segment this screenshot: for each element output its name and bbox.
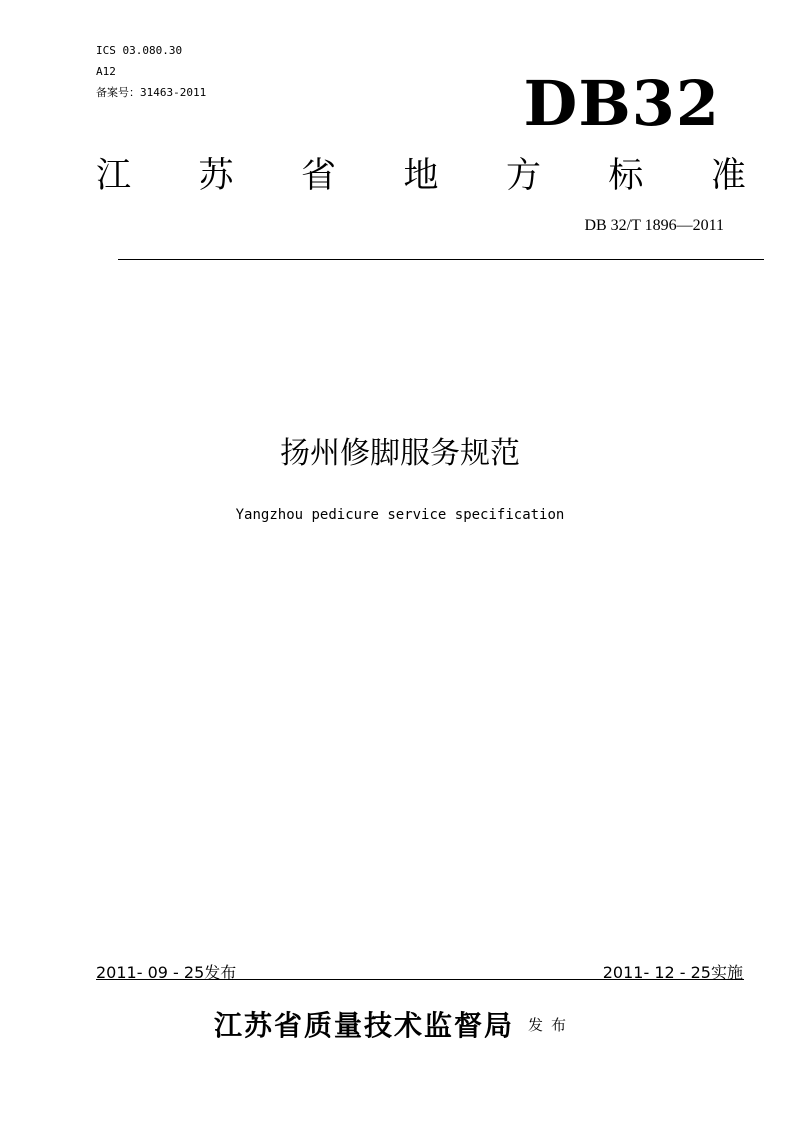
standard-type-char: 江: [96, 156, 132, 196]
implementation-date-value: 2011- 12 - 25: [602, 963, 711, 982]
standard-type-char: 省: [300, 156, 336, 196]
ccs-code: A12: [96, 65, 116, 78]
standard-type-char: 方: [505, 156, 541, 196]
document-title-english: Yangzhou pedicure service specification: [235, 507, 565, 523]
release-date-label: 发布: [204, 963, 237, 982]
implementation-date-label: 实施: [710, 963, 743, 982]
standard-type-heading: [96, 152, 746, 200]
standard-number: DB 32/T 1896—2011: [584, 217, 724, 234]
standard-code: DB32: [523, 67, 720, 140]
issuer-name: 江苏省质量技术监督局: [214, 1009, 515, 1042]
standard-type-char: 地: [403, 156, 439, 196]
issuer-line: [214, 1004, 574, 1044]
release-date-value: 2011- 09 - 25: [96, 963, 205, 982]
standard-type-char: 苏: [198, 156, 234, 196]
standard-type-char: 标: [608, 156, 644, 196]
document-metadata: [96, 40, 206, 103]
header-divider: [118, 259, 764, 260]
issuer-action: 发布: [528, 1016, 575, 1034]
ics-code: ICS 03.080.30: [96, 44, 183, 57]
standard-type-char: 准: [710, 156, 746, 196]
record-number: 备案号：31463-2011: [96, 86, 207, 99]
document-title: 扬州修脚服务规范: [280, 436, 520, 471]
footer-divider: [96, 979, 744, 980]
